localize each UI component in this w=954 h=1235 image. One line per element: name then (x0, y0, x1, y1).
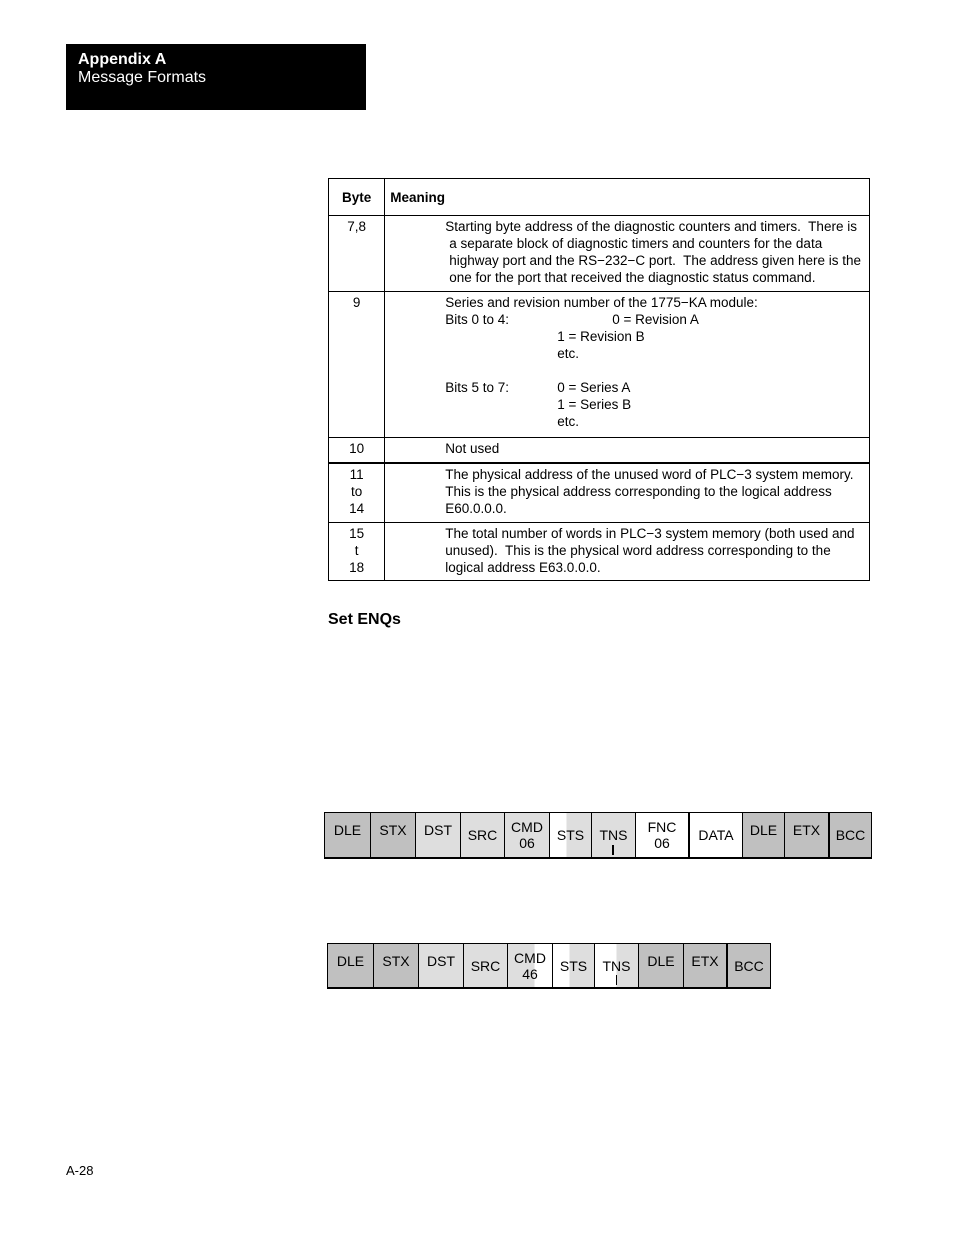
byte-cell (329, 438, 385, 463)
meaning-line: a separate block of diagnostic timers and counters for the data (449, 236, 823, 251)
bits-value: 1 = Revision B (557, 329, 645, 344)
meaning-cell (385, 292, 870, 438)
frame-cell-tns: TNS (591, 813, 635, 857)
frame-cell-src: SRC (460, 813, 504, 857)
frame-cell-stx: STX (370, 813, 415, 857)
meaning-line: highway port and the RS−232−C port. The address given here is the (449, 253, 861, 268)
frame-cell-dle: DLE (328, 944, 373, 987)
meaning-line: unused). This is the physical word address corresponding to the (445, 543, 831, 558)
table-row (329, 292, 870, 438)
frame-cell-dst: DST (418, 944, 463, 987)
frame-cell-bcc: BCC (828, 813, 871, 857)
frame-cell-sts: STS (549, 813, 591, 857)
frame-cell-sts: STS (552, 944, 594, 987)
page-number: A-28 (66, 1163, 94, 1178)
diagnostic-status-table (328, 178, 870, 581)
meaning-cell (385, 523, 870, 581)
meaning-line: E60.0.0.0. (445, 500, 507, 516)
meaning-line: This is the physical address corresponding to the logical address (445, 483, 832, 499)
frame-cell-dst: DST (415, 813, 460, 857)
bits-label: Bits 0 to 4: (445, 312, 510, 327)
byte-value: 9 (352, 295, 361, 310)
frame-cell-etx: ETX (784, 813, 828, 857)
byte-value: to (350, 483, 363, 499)
column-header-byte: Byte (329, 179, 385, 216)
byte-cell (329, 523, 385, 581)
bits-value: etc. (557, 346, 579, 361)
frame-cell-dle: DLE (638, 944, 683, 987)
table-row (329, 523, 870, 581)
frame-cell-dle: DLE (742, 813, 784, 857)
meaning-line: logical address E63.0.0.0. (445, 560, 601, 575)
section-heading: Set ENQs (328, 611, 401, 628)
frame-cell-tns: TNS (594, 944, 638, 987)
byte-divider-tick (612, 845, 614, 855)
table-row (329, 438, 870, 463)
bits-value: 0 = Revision A (612, 312, 699, 327)
frame-cell-src: SRC (463, 944, 507, 987)
byte-cell (329, 292, 385, 438)
byte-value: 7,8 (347, 219, 366, 234)
bits-value: 1 = Series B (557, 397, 632, 412)
table-row (329, 463, 870, 523)
table-row (329, 216, 870, 292)
meaning-line: Series and revision number of the 1775−KA module: (445, 295, 758, 310)
meaning-cell (385, 216, 870, 292)
bits-value: 0 = Series A (557, 380, 631, 395)
chapter-header (66, 44, 366, 110)
byte-divider-tick (616, 975, 617, 985)
appendix-label: Appendix A (78, 51, 167, 68)
column-header-meaning: Meaning (385, 179, 870, 216)
meaning-line: Not used (445, 441, 500, 456)
meaning-line: The total number of words in PLC−3 system memory (both used and (445, 526, 855, 541)
bits-label: Bits 5 to 7: (445, 380, 510, 395)
byte-value: 11 (349, 466, 364, 482)
byte-value: t (354, 543, 359, 558)
byte-value: 18 (349, 560, 365, 575)
frame-cell-fnc: FNC 06 (635, 813, 688, 857)
byte-value: 14 (349, 500, 365, 516)
byte-value: 15 (349, 526, 365, 541)
meaning-cell (385, 438, 870, 463)
table-header-row (329, 179, 870, 216)
reply-frame-diagram (327, 943, 771, 989)
bits-value: etc. (557, 414, 579, 429)
byte-cell (329, 463, 385, 523)
frame-cell-stx: STX (373, 944, 418, 987)
appendix-title: Message Formats (78, 69, 207, 86)
frame-cell-cmd: CMD 46 (507, 944, 552, 987)
frame-cell-bcc: BCC (726, 944, 770, 987)
frame-cell-etx: ETX (683, 944, 726, 987)
meaning-cell (385, 463, 870, 523)
meaning-line: The physical address of the unused word of PLC−3 system memory. (445, 466, 854, 482)
frame-cell-cmd: CMD 06 (504, 813, 549, 857)
meaning-line: Starting byte address of the diagnostic counters and timers. There is (445, 219, 857, 234)
command-frame-diagram (324, 812, 872, 859)
frame-cell-data: DATA (688, 813, 742, 857)
byte-cell (329, 216, 385, 292)
byte-value: 10 (349, 441, 365, 456)
meaning-line: one for the port that received the diagnostic status command. (449, 270, 816, 285)
frame-cell-dle: DLE (325, 813, 370, 857)
